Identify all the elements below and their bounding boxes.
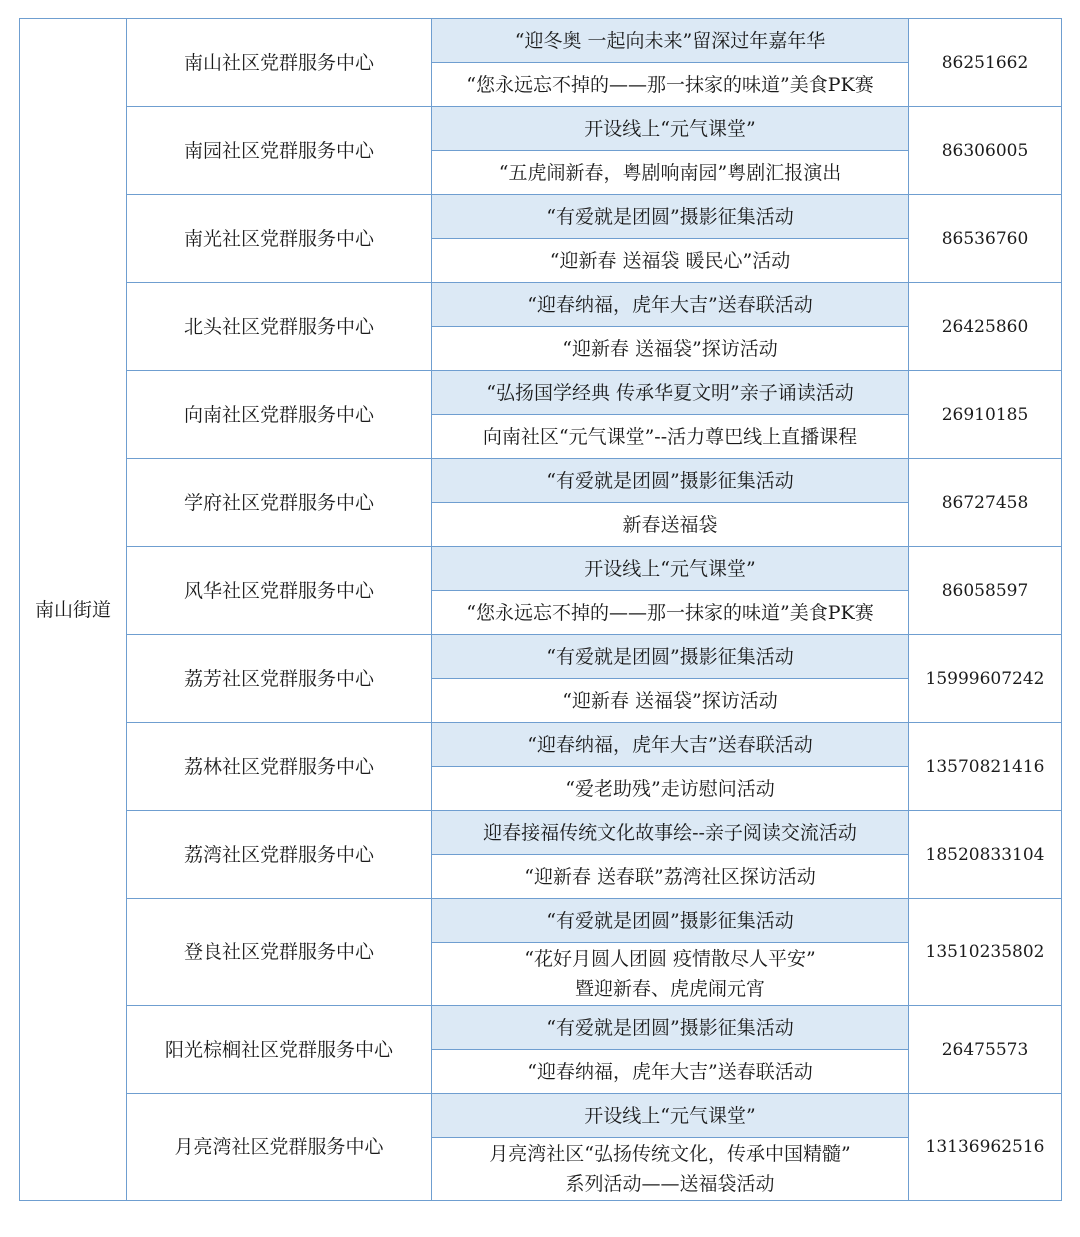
activity-cell: “迎春纳福，虎年大吉”送春联活动 (432, 283, 909, 327)
table-row (20, 899, 1062, 943)
activity-cell: “五虎闹新春，粤剧响南园”粤剧汇报演出 (432, 151, 909, 195)
service-center-name: 月亮湾社区党群服务中心 (127, 1094, 432, 1201)
table-row (20, 1094, 1062, 1138)
activity-cell: 向南社区“元气课堂”--活力尊巴线上直播课程 (432, 415, 909, 459)
activity-cell: “迎新春 送福袋”探访活动 (432, 679, 909, 723)
table-row (20, 107, 1062, 151)
activity-cell: “有爱就是团圆”摄影征集活动 (432, 459, 909, 503)
table-row (20, 1006, 1062, 1050)
activity-cell: “有爱就是团圆”摄影征集活动 (432, 1006, 909, 1050)
activity-cell: “迎冬奥 一起向未来”留深过年嘉年华 (432, 19, 909, 63)
phone-number: 26425860 (909, 283, 1062, 371)
phone-number: 13510235802 (909, 899, 1062, 1006)
activity-cell: “迎新春 送春联”荔湾社区探访活动 (432, 855, 909, 899)
table-row (20, 723, 1062, 767)
activity-line: 暨迎新春、虎虎闹元宵 (574, 978, 765, 1000)
table-row (20, 547, 1062, 591)
activity-line: 系列活动——送福袋活动 (565, 1173, 775, 1195)
activity-cell: 开设线上“元气课堂” (432, 1094, 909, 1138)
service-center-name: 登良社区党群服务中心 (127, 899, 432, 1006)
phone-number: 86306005 (909, 107, 1062, 195)
service-center-name: 风华社区党群服务中心 (127, 547, 432, 635)
activity-line: 月亮湾社区“弘扬传统文化，传承中国精髓” (489, 1143, 851, 1165)
phone-number: 15999607242 (909, 635, 1062, 723)
activity-cell: “爱老助残”走访慰问活动 (432, 767, 909, 811)
service-center-name: 阳光棕榈社区党群服务中心 (127, 1006, 432, 1094)
phone-number: 26475573 (909, 1006, 1062, 1094)
activity-cell: “迎新春 送福袋”探访活动 (432, 327, 909, 371)
activity-cell: “有爱就是团圆”摄影征集活动 (432, 635, 909, 679)
activity-cell (432, 1138, 909, 1201)
activity-cell: 开设线上“元气课堂” (432, 547, 909, 591)
activity-cell: “迎春纳福，虎年大吉”送春联活动 (432, 723, 909, 767)
phone-number: 86251662 (909, 19, 1062, 107)
activity-cell: 开设线上“元气课堂” (432, 107, 909, 151)
table-row (20, 195, 1062, 239)
service-center-name: 荔芳社区党群服务中心 (127, 635, 432, 723)
phone-number: 86727458 (909, 459, 1062, 547)
table-row (20, 459, 1062, 503)
service-center-name: 学府社区党群服务中心 (127, 459, 432, 547)
activity-cell (432, 943, 909, 1006)
phone-number: 86058597 (909, 547, 1062, 635)
activity-cell: “迎春纳福，虎年大吉”送春联活动 (432, 1050, 909, 1094)
table-row (20, 371, 1062, 415)
table-row (20, 635, 1062, 679)
table-row (20, 19, 1062, 63)
activity-cell: 新春送福袋 (432, 503, 909, 547)
street-name-cell: 南山街道 (20, 19, 127, 1201)
table-row (20, 283, 1062, 327)
activity-cell: “您永远忘不掉的——那一抹家的味道”美食PK赛 (432, 63, 909, 107)
activity-cell: “有爱就是团圆”摄影征集活动 (432, 899, 909, 943)
phone-number: 26910185 (909, 371, 1062, 459)
activity-table-container (19, 18, 1061, 1201)
phone-number: 18520833104 (909, 811, 1062, 899)
service-center-name: 向南社区党群服务中心 (127, 371, 432, 459)
service-center-name: 南山社区党群服务中心 (127, 19, 432, 107)
activity-cell: “弘扬国学经典 传承华夏文明”亲子诵读活动 (432, 371, 909, 415)
service-center-name: 南光社区党群服务中心 (127, 195, 432, 283)
phone-number: 13136962516 (909, 1094, 1062, 1201)
service-center-name: 南园社区党群服务中心 (127, 107, 432, 195)
activity-cell: “您永远忘不掉的——那一抹家的味道”美食PK赛 (432, 591, 909, 635)
phone-number: 86536760 (909, 195, 1062, 283)
activity-table (19, 18, 1062, 1201)
activity-table-body (20, 19, 1062, 1201)
service-center-name: 荔林社区党群服务中心 (127, 723, 432, 811)
table-row (20, 811, 1062, 855)
activity-cell: 迎春接福传统文化故事绘--亲子阅读交流活动 (432, 811, 909, 855)
service-center-name: 荔湾社区党群服务中心 (127, 811, 432, 899)
activity-cell: “迎新春 送福袋 暖民心”活动 (432, 239, 909, 283)
activity-cell: “有爱就是团圆”摄影征集活动 (432, 195, 909, 239)
service-center-name: 北头社区党群服务中心 (127, 283, 432, 371)
phone-number: 13570821416 (909, 723, 1062, 811)
activity-line: “花好月圆人团圆 疫情散尽人平安” (524, 948, 816, 970)
